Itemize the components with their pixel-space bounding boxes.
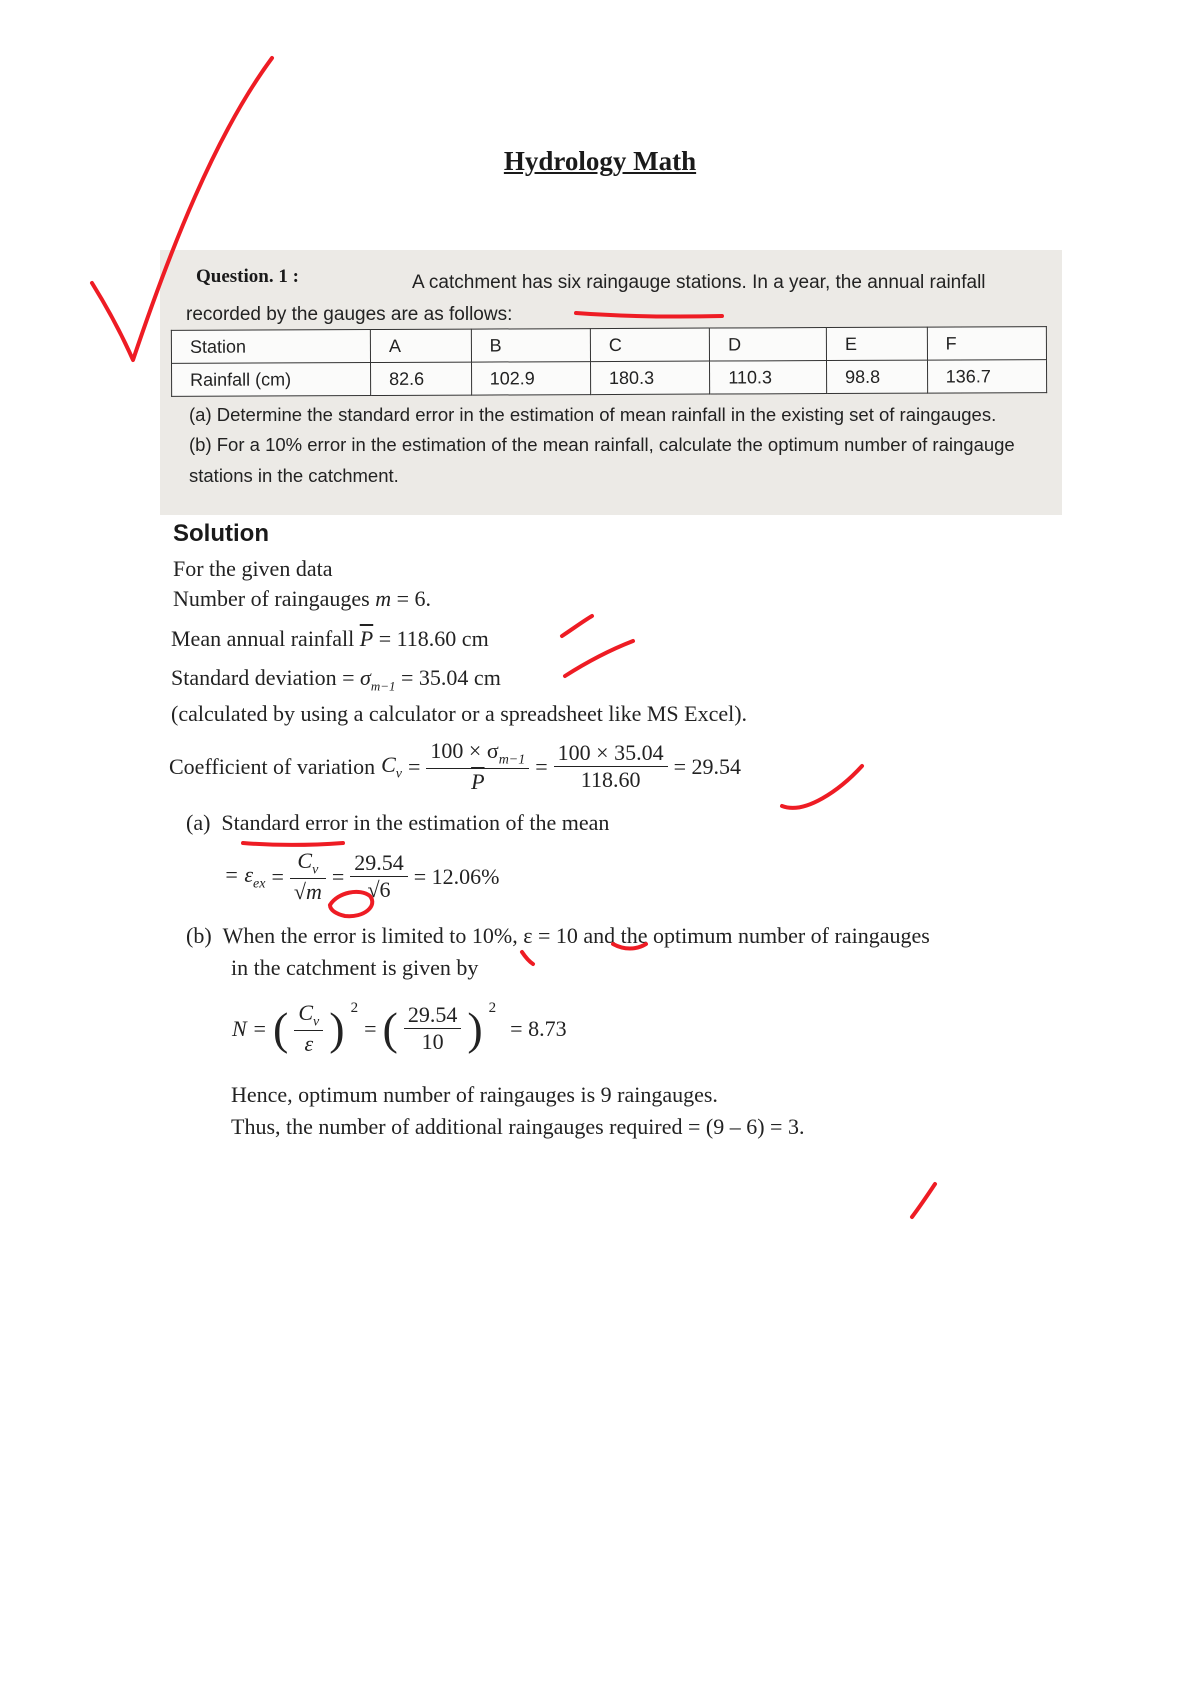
rainfall-cell: 98.8 <box>827 360 928 393</box>
se-fraction-2: $\frac{29.54}{√6}$ <box>350 850 408 903</box>
question-part-a: (a) Determine the standard error in the estimation of mean rainfall in the existing set of raingauges. <box>189 404 997 425</box>
tick-mark <box>912 1184 935 1217</box>
n-fraction-2: $\frac{29.54}{10}$ <box>404 1002 462 1055</box>
cv-equation: Coefficient of variation $C_v$ = $\frac{100 \times \sigma_{m-1}}{P}$ = $\frac{100 \times 35.04}{118.60}$ = 29.54 <box>169 738 742 795</box>
big-check-mark <box>92 58 272 360</box>
se-fraction-1: $\frac{C_v}{√m}$ <box>290 848 326 905</box>
solution-heading: Solution <box>173 520 269 547</box>
rainfall-cell: 180.3 <box>590 361 709 395</box>
station-cell: D <box>710 328 827 362</box>
circle-mark <box>330 892 372 916</box>
rainfall-cell: 136.7 <box>927 360 1046 394</box>
cv-fraction-2: $\frac{100 \times 35.04}{118.60}$ <box>554 740 668 793</box>
station-cell: C <box>590 328 709 362</box>
station-cell: A <box>370 329 471 362</box>
underline-mark <box>243 843 343 845</box>
solution-line: For the given data <box>173 556 333 581</box>
thus-line: Thus, the number of additional raingauges required = (9 – 6) = 3. <box>231 1114 805 1139</box>
table-row-label: Station <box>171 330 370 364</box>
underline-mark <box>613 944 646 949</box>
question-intro-line1: A catchment has six raingauge stations. In a year, the annual rainfall <box>412 272 986 293</box>
part-b-line1: (b) When the error is limited to 10%, ε = 10 and the optimum number of raingauges <box>186 923 930 948</box>
station-cell: E <box>826 327 927 360</box>
page-title: Hydrology Math <box>503 146 697 176</box>
underline-mark <box>576 313 722 317</box>
part-a-heading: (a) Standard error in the estimation of the mean <box>186 810 610 835</box>
question-intro-line2: recorded by the gauges are as follows: <box>186 304 513 325</box>
rainfall-cell: 82.6 <box>371 362 472 395</box>
cv-fraction-1: $\frac{100 \times \sigma_{m-1}}{P}$ <box>426 738 529 795</box>
part-b-line2: in the catchment is given by <box>231 955 479 980</box>
standard-error-equation: = $\varepsilon_{ex}$ = $\frac{C_v}{√m}$ = $\frac{29.54}{√6}$ = 12.06% <box>224 848 500 905</box>
station-cell: B <box>471 329 590 363</box>
station-cell: F <box>927 327 1046 361</box>
tick-mark <box>562 616 592 636</box>
std-deviation-line: Standard deviation = $\sigma_{m-1} = 35.04$ cm <box>171 665 501 694</box>
mean-rainfall-line: Mean annual rainfall $\overline{P} = 118.60$ cm <box>171 626 489 651</box>
table-row-label: Rainfall (cm) <box>172 363 371 397</box>
tick-mark <box>782 766 862 808</box>
hence-line: Hence, optimum number of raingauges is 9 raingauges. <box>231 1082 718 1107</box>
question-label: Question. 1 : <box>196 266 299 287</box>
rainfall-cell: 110.3 <box>710 361 827 395</box>
question-part-b-line1: (b) For a 10% error in the estimation of the mean rainfall, calculate the optimum number of raingauge <box>189 434 1015 455</box>
optimum-n-equation: N = ( $\frac{C_v}{\varepsilon}$ ) $^2$ = ( $\frac{29.54}{10}$ ) $^2$ = 8.73 <box>232 1000 567 1057</box>
solution-line: Number of raingauges m = 6. <box>173 586 432 611</box>
n-fraction-1: $\frac{C_v}{\varepsilon}$ <box>294 1000 323 1057</box>
question-part-b-line2: stations in the catchment. <box>189 465 399 486</box>
rainfall-cell: 102.9 <box>471 362 590 396</box>
tick-mark <box>565 641 633 676</box>
tick-mark <box>522 952 533 964</box>
calc-note: (calculated by using a calculator or a spreadsheet like MS Excel). <box>171 701 748 726</box>
